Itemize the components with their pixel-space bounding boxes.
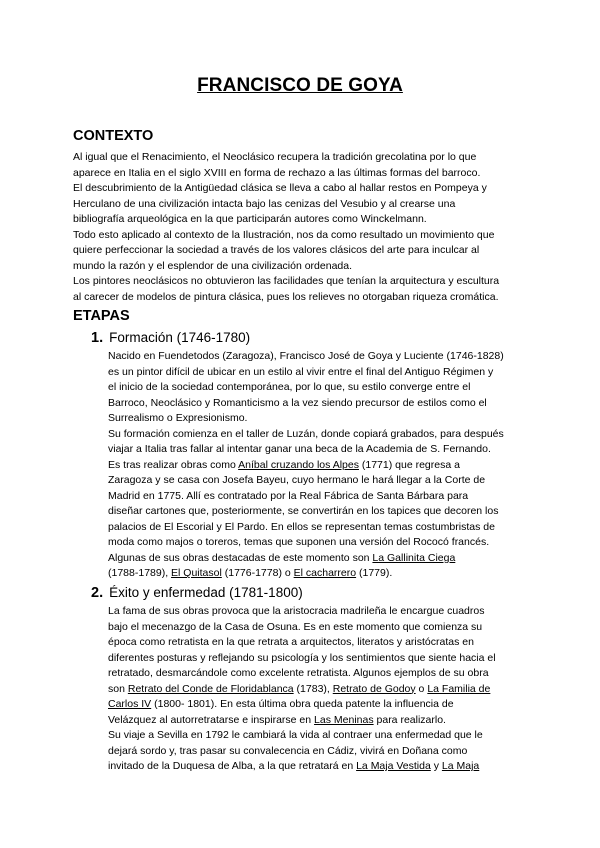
text-line: viajar a Italia tras fallar al intentar ganar una beca de la Academia de S. Fernando. — [108, 443, 491, 455]
etapa-2-header — [91, 585, 303, 601]
text-span: Es tras realizar obras como — [108, 458, 239, 471]
text-span: (1783), — [293, 682, 333, 695]
text-line: aparece en Italia en el siglo XVIII en forma de rechazo a las últimas formas del barroco. — [73, 166, 481, 179]
artwork-link-godoy[interactable]: Retrato de Godoy — [332, 682, 416, 695]
text-line: Los pintores neoclásicos no obtuvieron las facilidades que tenían la arquitectura y escultura — [73, 275, 500, 287]
artwork-link-familia-carlos[interactable]: Carlos IV — [108, 698, 152, 710]
artwork-link-maja-vestida[interactable]: La Maja Vestida — [356, 760, 431, 772]
text-line: es un pintor difícil de ubicar en un estilo al vivir entre el final del Antiguo Régimen y — [108, 365, 494, 378]
text-line — [108, 458, 504, 474]
text-line: el inicio de la sociedad contemporánea, por lo que, su estilo converge entre el — [108, 381, 471, 393]
text-span: son — [108, 682, 128, 695]
text-line: Madrid en 1775. Allí es contratado por la Real Fábrica de Santa Bárbara para — [108, 489, 469, 502]
text-span: (1776-1778) o — [221, 567, 294, 579]
text-span: (1771) que regresa a — [358, 458, 460, 471]
text-span: (1779). — [356, 567, 393, 579]
text-line: quiere perfeccionar la sociedad a través de los valores clásicos del arte para inculcar al — [73, 244, 480, 256]
text-line: diferentes posturas y reflejando su psicología y los sentimientos que siente hacia el — [108, 651, 496, 664]
text-span: Algunas de sus obras destacadas de este momento son — [108, 551, 373, 564]
etapa-title: Formación (1746-1780) — [109, 330, 251, 345]
etapa-1-header — [91, 330, 250, 346]
text-line: al carecer de modelos de pintura clásica, pues los relieves no otorgaban riqueza cromática. — [73, 290, 499, 303]
text-line: Barroco, Neoclásico y Romanticismo a la vez siendo precursor de estilos como el — [108, 396, 487, 409]
text-line: Zaragoza y se casa con Josefa Bayeu, cuyo hermano le hará llegar a la Corte de — [108, 474, 486, 486]
text-span: para realizarlo. — [373, 713, 446, 726]
text-span: y — [430, 760, 442, 772]
text-line: dejará sordo y, tras pasar su convalecencia en Cádiz, vivirá en Doñana como — [108, 744, 468, 757]
artwork-link-anibal[interactable]: Aníbal cruzando los Alpes — [238, 458, 359, 471]
artwork-link-floridablanca[interactable]: Retrato del Conde de Floridablanca — [127, 682, 294, 695]
text-line: Surrealismo o Expresionismo. — [108, 412, 248, 424]
artwork-link-gallinita[interactable]: La Gallinita Ciega — [372, 551, 456, 564]
text-line: retratado, desmarcándole como excelente retratista. Algunos ejemplos de su obra — [108, 667, 489, 679]
text-line: Nacido en Fuendetodos (Zaragoza), Francisco José de Goya y Luciente (1746-1828) — [108, 350, 504, 362]
etapas-heading: ETAPAS — [73, 308, 130, 324]
contexto-paragraph — [73, 150, 499, 305]
text-line: Herculano de una civilización intacta bajo las cenizas del Vesubio y al crearse una — [73, 197, 456, 210]
text-span: (1788-1789), — [108, 567, 172, 579]
text-line: Al igual que el Renacimiento, el Neoclásico recupera la tradición grecolatina por lo que — [73, 151, 477, 163]
text-line — [108, 682, 496, 698]
contexto-heading: CONTEXTO — [73, 128, 154, 144]
text-line: moda como majos o toreros, temas que suponen una versión del Rococó francés. — [108, 536, 490, 548]
text-line: La fama de sus obras provoca que la aristocracia madrileña le encargue cuadros — [108, 605, 485, 617]
text-line: Todo esto aplicado al contexto de la Ilustración, nos da como resultado un movimiento que — [73, 228, 495, 241]
text-line: época como retratista en la que retrata a arquitectos, literatos y aristócratas en — [108, 636, 474, 648]
etapa-number: 1. — [91, 330, 104, 346]
etapa-2-paragraph — [108, 604, 496, 775]
text-span: o — [415, 682, 428, 695]
text-line: El descubrimiento de la Antigüedad clásica se lleva a cabo al hallar restos en Pompeya y — [73, 182, 487, 194]
etapa-1-paragraph — [108, 349, 504, 582]
text-line — [108, 566, 504, 582]
text-span: (1800- 1801). En esta última obra queda patente la influencia de — [151, 698, 454, 710]
text-line: Su formación comienza en el taller de Luzán, donde copiará grabados, para después — [108, 427, 504, 440]
text-line — [108, 697, 496, 713]
text-line: mundo la razón y el esplendor de una civilización ordenada. — [73, 259, 353, 272]
text-line — [108, 551, 504, 567]
text-line: Su viaje a Sevilla en 1792 le cambiará la vida al contraer una enfermedad que le — [108, 729, 483, 741]
text-span: Velázquez al autorretratarse e inspirarse en — [108, 713, 315, 726]
etapa-title: Éxito y enfermedad (1781-1800) — [109, 585, 303, 600]
artwork-link-familia-carlos[interactable]: La Familia de — [427, 682, 491, 695]
artwork-link-meninas[interactable]: Las Meninas — [314, 713, 374, 726]
text-line: diseñar cartones que, posteriormente, se convertirán en los tapices que decoren los — [108, 505, 499, 517]
text-line — [108, 713, 496, 729]
text-line: bibliografía arqueológica en la que participarán autores como Winckelmann. — [73, 213, 427, 225]
etapa-number: 2. — [91, 585, 104, 601]
artwork-link-quitasol[interactable]: El Quitasol — [171, 567, 222, 579]
text-line — [108, 759, 496, 775]
text-line: palacios de El Escorial y El Pardo. En ellos se representan temas costumbristas de — [108, 520, 495, 533]
artwork-link-maja-desnuda[interactable]: La Maja — [441, 760, 480, 772]
document-title: FRANCISCO DE GOYA — [197, 75, 403, 96]
artwork-link-cacharrero[interactable]: El cacharrero — [293, 567, 357, 579]
text-line: bajo el mecenazgo de la Casa de Osuna. Es en este momento que comienza su — [108, 620, 483, 633]
text-span: invitado de la Duquesa de Alba, a la que retratará en — [108, 760, 357, 772]
